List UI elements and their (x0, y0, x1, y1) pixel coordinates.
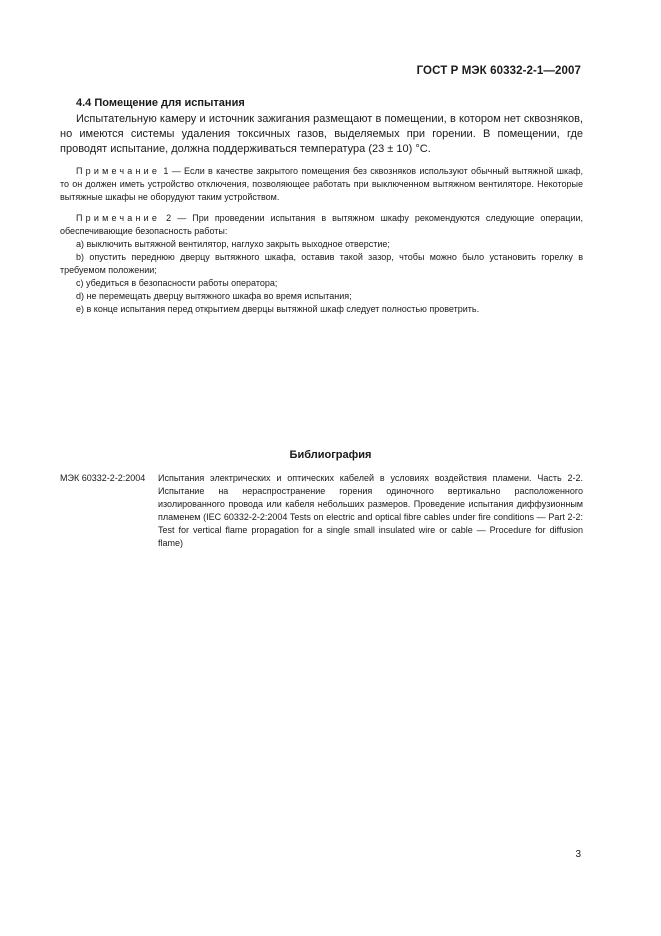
list-item: b) опустить переднюю дверцу вытяжного шкафа, оставив такой зазор, чтобы можно было установить горелку в требуемом положении; (60, 252, 583, 275)
bibliography-description: Испытания электрических и оптических кабелей в условиях воздействия пламени. Часть 2-2. Испытание на нераспространение горения одиночного вертикально расположенного изолированного провода или кабеля небольших размеров. Проведение испытания диффузионным пламенем (IEC 60332-2-2:2004 Tests on electric and optical fibre cables under fire conditions — Part 2-2: Test for vertical flame propagation for a single small insulated wire or cable — Procedure for diffusion flame) (158, 473, 583, 548)
safety-operations-list (60, 238, 583, 316)
list-item: с) убедиться в безопасности работы оператора; (76, 278, 278, 288)
note-2 (60, 212, 583, 238)
bibliography-entry (60, 472, 583, 550)
section-paragraph: Испытательную камеру и источник зажигания размещают в помещении, в котором нет сквозняков, но имеются системы удаления токсичных газов, выделяемых при горении. В помещении, где проводят испытание, должна поддерживаться температура (23 ± 10) °С. (60, 113, 583, 155)
note-1 (60, 165, 583, 204)
list-item: d) не перемещать дверцу вытяжного шкафа во время испытания; (76, 291, 352, 301)
standard-header: ГОСТ Р МЭК 60332-2-1—2007 (416, 65, 581, 77)
section-4-4 (60, 97, 583, 316)
bibliography-title: Библиография (289, 449, 372, 461)
section-title: 4.4 Помещение для испытания (76, 97, 245, 109)
note-1-label: Примечание (76, 166, 161, 176)
page-number: 3 (575, 849, 581, 860)
list-item: е) в конце испытания перед открытием дверцы вытяжной шкаф следует полностью проветрить. (76, 304, 480, 314)
note-2-text: 2 — При проведении испытания в вытяжном шкафу рекомендуются следующие операции, обеспечивающие безопасность работы: (60, 213, 583, 236)
bibliography-reference: МЭК 60332-2-2:2004 (60, 473, 146, 483)
list-item: а) выключить вытяжной вентилятор, наглухо закрыть выходное отверстие; (76, 239, 390, 249)
note-2-label: Примечание (76, 213, 161, 223)
note-1-text: 1 — Если в качестве закрытого помещения без сквозняков используют обычный вытяжной шкаф, то он должен иметь устройство отключения, позволяющее работать при выключенном вытяжном вентиляторе. Некоторые вытяжные шкафы не оборудуют таким устройством. (60, 166, 583, 202)
